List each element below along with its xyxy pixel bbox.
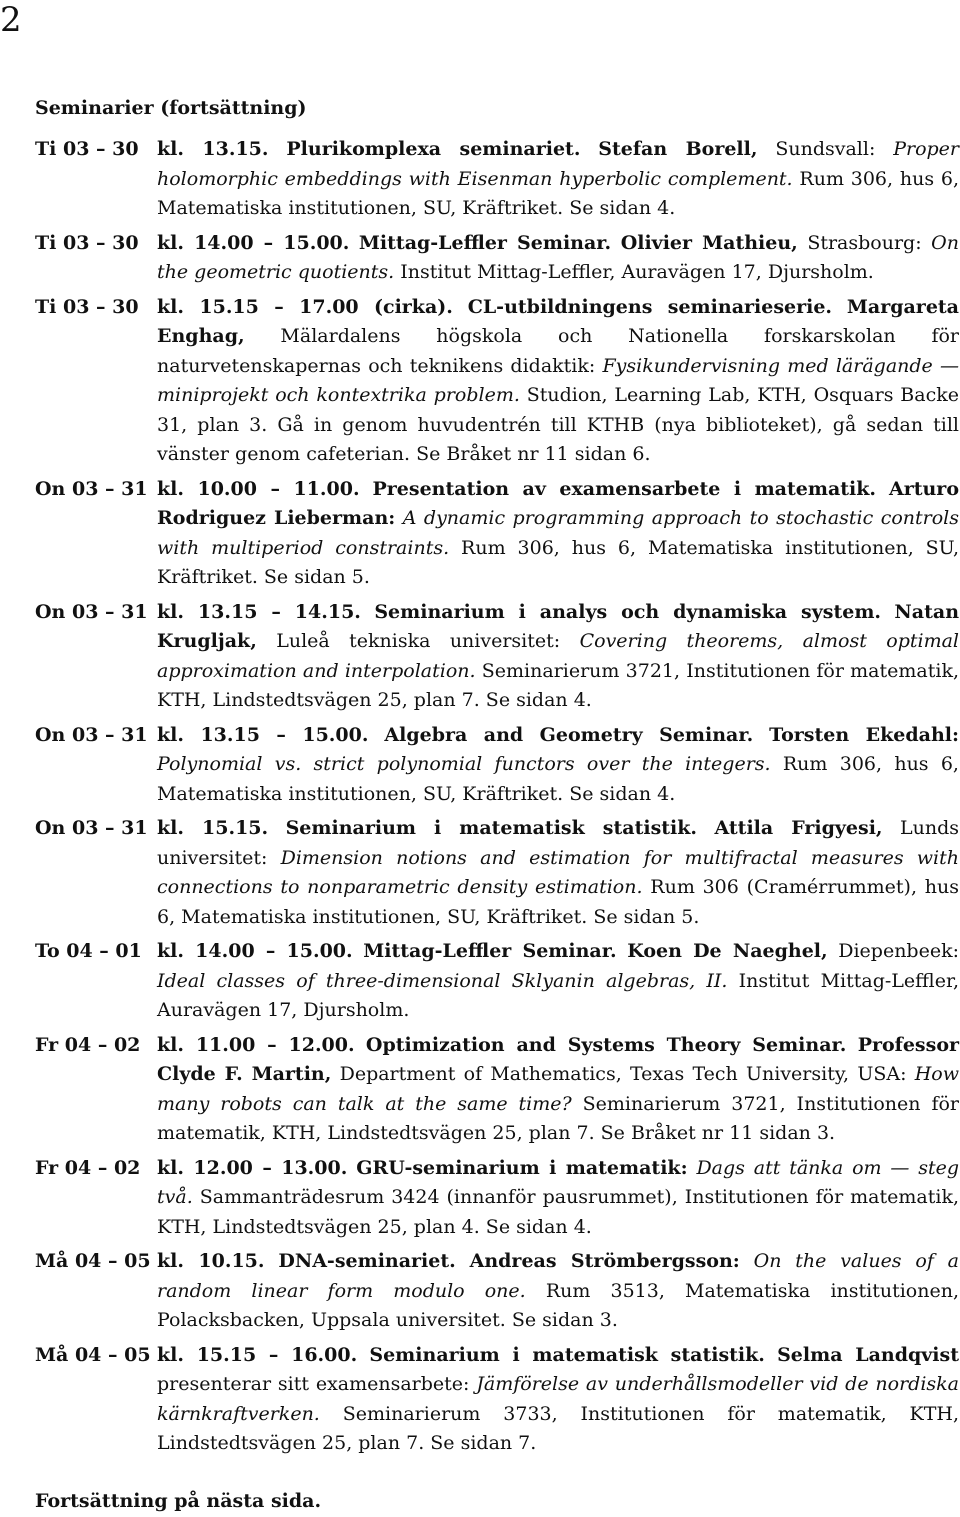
entry-body — [157, 1154, 959, 1243]
seminar-entry — [35, 1031, 959, 1149]
entry-affiliation: Mälardalens högskola och Nationella forskarskolan för naturvetenskapernas och teknikens didaktik: — [157, 325, 959, 377]
seminar-entry — [35, 814, 959, 932]
entry-time: kl. 13.15. — [157, 138, 269, 160]
entry-title: GRU-seminarium i matematik: — [356, 1156, 688, 1179]
entry-date: Ti 03 – 30 — [35, 138, 139, 160]
entry-affiliation: Department of Mathematics, Texas Tech University, USA: — [339, 1063, 907, 1085]
entry-time: kl. 15.15 – 17.00 (cirka). — [157, 295, 453, 318]
entry-date: On 03 – 31 — [35, 477, 148, 500]
entry-body — [157, 475, 959, 593]
seminar-entry — [35, 1341, 959, 1459]
continued-note: Fortsättning på nästa sida. — [35, 1490, 322, 1512]
entry-body — [157, 1031, 959, 1149]
entry-title: Optimization and Systems Theory Seminar. — [365, 1033, 847, 1056]
entry-talk: A dynamic programming approach to stochastic controls with multiperiod constraints. — [157, 507, 959, 559]
entry-location: Sammanträdesrum 3424 (innanför pausrummet), Institutionen för matematik, KTH, Lindstedtsvägen 25, plan 4. Se sidan 4. — [157, 1186, 959, 1238]
entry-date: On 03 – 31 — [35, 723, 148, 746]
entry-affiliation: Sundsvall: — [775, 138, 876, 160]
entry-speaker: Olivier Mathieu, — [620, 231, 798, 254]
entry-body — [157, 229, 959, 288]
entry-speaker: Attila Frigyesi, — [714, 817, 883, 839]
entry-date: Fr 04 – 02 — [35, 1033, 141, 1056]
entry-body — [157, 814, 959, 932]
entry-speaker: Koen De Naeghel, — [627, 940, 828, 962]
entry-body — [157, 598, 959, 716]
entry-talk: Polynomial vs. strict polynomial functors over the integers. — [157, 753, 771, 775]
entry-date: Må 04 – 05 — [35, 1250, 151, 1272]
entry-time: kl. 15.15. — [157, 817, 269, 839]
entry-title: Plurikomplexa seminariet. — [286, 138, 581, 160]
entry-title: Algebra and Geometry Seminar. — [384, 723, 754, 746]
entry-time: kl. 13.15 – 14.15. — [157, 600, 361, 623]
entry-talk: Fysikundervisning med lärägande — miniprojekt och kontextrika problem. — [157, 354, 959, 406]
entry-title: Seminarium i matematisk statistik. — [369, 1343, 765, 1366]
entry-location: Rum 306, hus 6, Matematiska institutionen, SU, Kräftriket. Se sidan 4. — [157, 167, 959, 219]
entry-talk: On the geometric quotients. — [157, 231, 959, 283]
entry-date: On 03 – 31 — [35, 817, 148, 839]
entry-talk: Jämförelse av underhållsmodeller vid de nordiska kärnkraftverken. — [157, 1373, 959, 1425]
entry-location: Rum 306, hus 6, Matematiska institutionen, SU, Kräftriket. Se sidan 5. — [157, 536, 959, 588]
entry-location: Seminarierum 3733, Institutionen för matematik, KTH, Lindstedtsvägen 25, plan 7. Se sidan 7. — [157, 1402, 959, 1454]
seminar-entry — [35, 937, 959, 1026]
entry-location: Rum 3513, Matematiska institutionen, Polacksbacken, Uppsala universitet. Se sidan 3. — [157, 1279, 960, 1331]
seminar-entry — [35, 229, 959, 288]
entry-affiliation: Strasbourg: — [807, 231, 922, 254]
seminar-entry — [35, 721, 959, 810]
entry-talk: Proper holomorphic embeddings with Eisenman hyperbolic complement. — [157, 138, 959, 190]
entry-speaker: Stefan Borell, — [598, 138, 758, 160]
entry-time: kl. 13.15 – 15.00. — [157, 723, 369, 746]
entry-speaker: Margareta Enghag, — [157, 295, 959, 347]
entry-body — [157, 293, 959, 470]
entry-location: Rum 306 (Cramérrummet), hus 6, Matematiska institutionen, SU, Kräftriket. Se sidan 5. — [157, 876, 959, 928]
seminar-entry — [35, 598, 959, 716]
entry-location: Institut Mittag-Leffler, Auravägen 17, Djursholm. — [157, 969, 959, 1021]
entry-talk: How many robots can talk at the same time? — [157, 1063, 960, 1115]
entry-title: DNA-seminariet. — [278, 1250, 456, 1272]
entry-speaker: Arturo Rodriguez Lieberman: — [157, 477, 959, 529]
entry-location: Institut Mittag-Leffler, Auravägen 17, Djursholm. — [400, 261, 874, 283]
entry-date: Ti 03 – 30 — [35, 231, 139, 254]
entry-date: Må 04 – 05 — [35, 1343, 151, 1366]
section-heading: Seminarier (fortsättning) — [35, 97, 307, 119]
seminar-entry — [35, 475, 959, 593]
entry-talk: On the values of a random linear form modulo one. — [157, 1250, 959, 1302]
entry-title: Seminarium i analys och dynamiska system. — [374, 600, 882, 623]
seminar-entry — [35, 135, 959, 224]
entry-time: kl. 15.15 – 16.00. — [157, 1343, 358, 1366]
entry-body — [157, 135, 959, 224]
entry-date: Fr 04 – 02 — [35, 1156, 141, 1179]
entry-affiliation: Diepenbeek: — [838, 940, 959, 962]
entry-body — [157, 937, 959, 1026]
entry-speaker: Professor Clyde F. Martin, — [157, 1033, 959, 1085]
entry-speaker: Selma Landqvist — [777, 1343, 959, 1366]
page-number: 2 — [0, 0, 22, 40]
seminar-entry — [35, 1154, 959, 1243]
entry-time: kl. 10.15. — [157, 1250, 265, 1272]
entry-time: kl. 14.00 – 15.00. — [157, 940, 353, 962]
entry-body — [157, 1247, 959, 1336]
entry-affiliation: Lunds universitet: — [157, 817, 960, 869]
entry-time: kl. 14.00 – 15.00. — [157, 231, 350, 254]
entry-date: On 03 – 31 — [35, 600, 148, 623]
entry-time: kl. 11.00 – 12.00. — [157, 1033, 355, 1056]
seminar-entry — [35, 293, 959, 470]
entry-title: Seminarium i matematisk statistik. — [285, 817, 698, 839]
entry-time: kl. 12.00 – 13.00. — [157, 1156, 348, 1179]
entry-location: Rum 306, hus 6, Matematiska institutionen, SU, Kräftriket. Se sidan 4. — [157, 753, 959, 805]
entry-speaker: Andreas Strömbergsson: — [469, 1250, 740, 1272]
entry-title: Presentation av examensarbete i matematik. — [372, 477, 877, 500]
entry-date: Ti 03 – 30 — [35, 295, 139, 318]
entry-talk: Dimension notions and estimation for multifractal measures with connections to nonparametric density estimation. — [157, 846, 960, 898]
entry-speaker: Torsten Ekedahl: — [769, 723, 959, 746]
entry-body — [157, 1341, 959, 1459]
entry-affiliation: presenterar sitt examensarbete: — [157, 1373, 470, 1395]
entry-affiliation: Luleå tekniska universitet: — [276, 630, 561, 652]
entry-location: Studion, Learning Lab, KTH, Osquars Backe 31, plan 3. Gå in genom huvudentrén till KTHB (nya biblioteket), gå sedan till vänster genom cafeterian. Se Bråket nr 11 sidan 6. — [157, 384, 959, 465]
entry-talk: Dags att tänka om — steg två. — [157, 1156, 959, 1208]
entry-title: Mittag-Leffler Seminar. — [358, 231, 612, 254]
entry-date: To 04 – 01 — [35, 940, 142, 962]
entry-talk: Covering theorems, almost optimal approximation and interpolation. — [157, 630, 959, 682]
entry-title: CL-utbildningens seminarieserie. — [467, 295, 833, 318]
entry-location: Seminarierum 3721, Institutionen för matematik, KTH, Lindstedtsvägen 25, plan 7. Se Bråket nr 11 sidan 3. — [157, 1092, 959, 1144]
entry-title: Mittag-Leffler Seminar. — [363, 940, 617, 962]
entry-talk: Ideal classes of three-dimensional Sklyanin algebras, II. — [157, 969, 728, 992]
entry-speaker: Natan Krugljak, — [157, 600, 960, 652]
entry-location: Seminarierum 3721, Institutionen för matematik, KTH, Lindstedtsvägen 25, plan 7. Se sidan 4. — [157, 659, 959, 711]
entry-time: kl. 10.00 – 11.00. — [157, 477, 360, 500]
seminar-list — [35, 135, 959, 1459]
entry-body — [157, 721, 959, 810]
seminar-entry — [35, 1247, 959, 1336]
